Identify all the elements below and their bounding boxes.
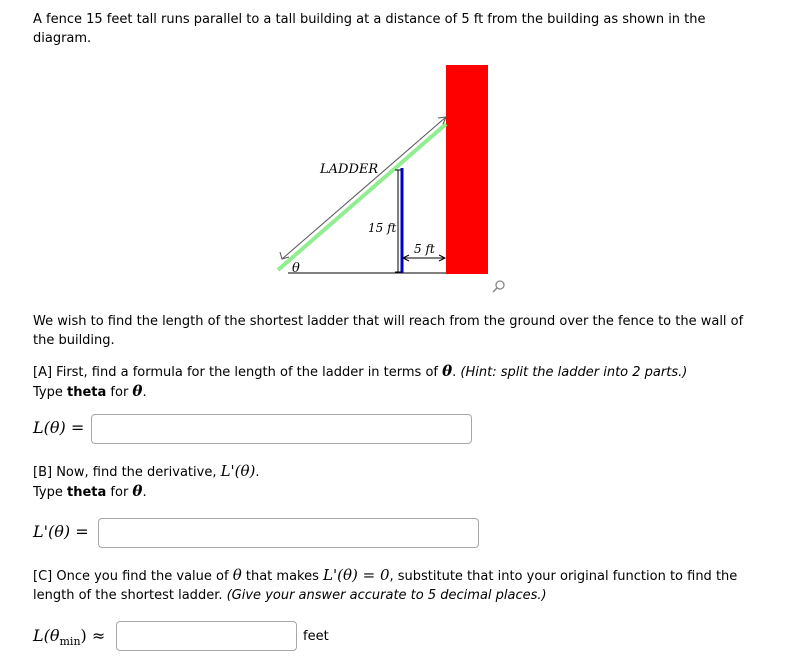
angle-label: θ [292,261,300,276]
part-a-label: L(θ) = [33,418,85,437]
ladder-fence-diagram [270,60,500,280]
problem-statement: We wish to find the length of the shortest ladder that will reach from the ground over the fence to the wall of the building. [33,314,744,348]
part-b-answer-input[interactable] [98,518,479,548]
part-b-text: [B] Now, find the derivative, L'(θ). Type theta for θ. [33,462,260,500]
part-c-label: $L(\theta_{min})$ ≈ [33,626,106,649]
part-a-answer-input[interactable] [91,414,472,444]
building-wall [446,65,488,274]
part-c-answer-input[interactable] [116,621,297,651]
ladder-arrow-bottom [280,252,289,259]
part-c-text: [C] Once you find the value of θ that makes L'(θ) = 0, substitute that into your original function to find the length of the shortest ladder. (Give your answer accurate to 5 decimal places.) [33,566,738,603]
height-label: 15 ft [368,221,397,235]
ladder-label: LADDER [320,162,379,177]
unit-label: feet [303,629,329,644]
distance-label: 5 ft [414,242,435,256]
intro-text: A fence 15 feet tall runs parallel to a tall building at a distance of 5 ft from the building as shown in the diagram. [33,12,706,46]
magnify-icon[interactable] [490,279,506,295]
part-a-text: [A] First, find a formula for the length of the ladder in terms of θ. (Hint: split the ladder into 2 parts.) Type theta for θ. [33,362,688,400]
part-b-label: L'(θ) = [33,522,89,541]
